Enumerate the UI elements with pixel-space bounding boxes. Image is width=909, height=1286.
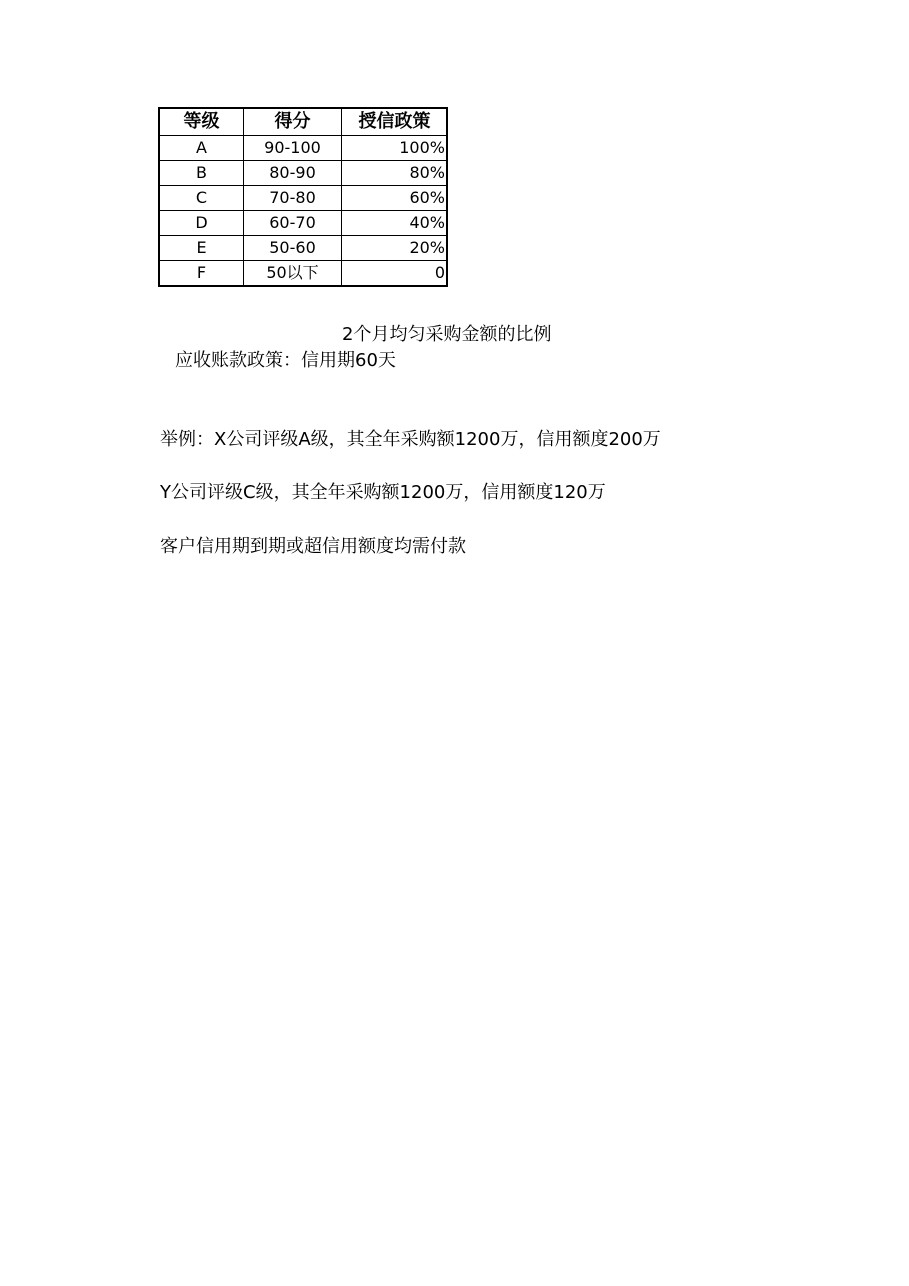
score-cell: 70-80	[244, 186, 342, 211]
receivable-policy-text: 应收账款政策：信用期60天	[175, 350, 396, 371]
table-row	[159, 136, 447, 161]
table-row	[159, 236, 447, 261]
ratio-caption: 2个月均匀采购金额的比例	[342, 324, 552, 345]
grade-cell: E	[159, 236, 244, 261]
score-cell: 50-60	[244, 236, 342, 261]
policy-cell: 40%	[342, 211, 448, 236]
policy-cell: 100%	[342, 136, 448, 161]
policy-cell: 80%	[342, 161, 448, 186]
policy-cell: 0	[342, 261, 448, 287]
example-y-text: Y公司评级C级，其全年采购额1200万，信用额度120万	[160, 482, 606, 503]
grade-cell: A	[159, 136, 244, 161]
policy-cell: 60%	[342, 186, 448, 211]
header-credit-policy: 授信政策	[342, 108, 448, 136]
table-header-row	[159, 108, 447, 136]
policy-cell: 20%	[342, 236, 448, 261]
grade-cell: C	[159, 186, 244, 211]
header-score: 得分	[244, 108, 342, 136]
score-cell: 60-70	[244, 211, 342, 236]
credit-grade-table	[158, 107, 448, 287]
grade-cell: B	[159, 161, 244, 186]
table-row	[159, 211, 447, 236]
score-cell: 50以下	[244, 261, 342, 287]
payment-rule-text: 客户信用期到期或超信用额度均需付款	[160, 536, 466, 557]
table-row	[159, 186, 447, 211]
score-cell: 90-100	[244, 136, 342, 161]
score-cell: 80-90	[244, 161, 342, 186]
grade-cell: F	[159, 261, 244, 287]
table-row	[159, 261, 447, 287]
example-x-text: 举例：X公司评级A级，其全年采购额1200万，信用额度200万	[160, 429, 661, 450]
header-grade: 等级	[159, 108, 244, 136]
table-row	[159, 161, 447, 186]
grade-cell: D	[159, 211, 244, 236]
